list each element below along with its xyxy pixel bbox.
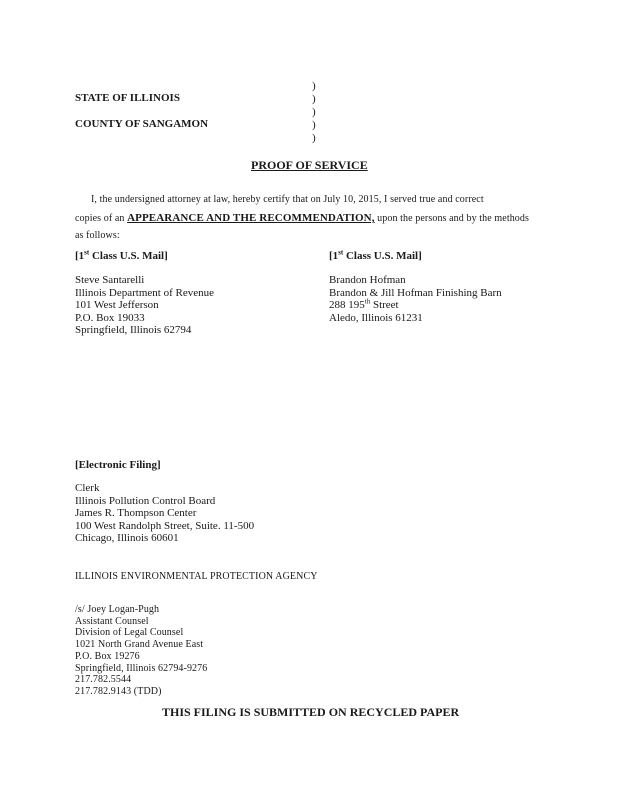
electronic-method: [Electronic Filing] — [75, 459, 161, 471]
address-line: Illinois Pollution Control Board — [75, 494, 216, 507]
address-line: Brandon Hofman — [329, 274, 406, 286]
caption-paren: ) — [312, 80, 316, 92]
intro-documents: APPEARANCE AND THE RECOMMENDATION, — [127, 212, 375, 224]
intro-line-1: I, the undersigned attorney at law, hereby certify that on July 10, 2015, I served true and correct — [91, 194, 484, 205]
intro-line-3: as follows: — [75, 230, 120, 241]
intro-line-2 — [75, 212, 529, 224]
caption-county: COUNTY OF SANGAMON — [75, 118, 209, 130]
street-number: 288 195 — [329, 299, 365, 312]
address-line: Springfield, Illinois 62794 — [75, 324, 192, 337]
method-text: Class U.S. Mail] — [89, 250, 168, 262]
method-text: [1 — [329, 250, 339, 262]
caption-state: STATE OF ILLINOIS — [75, 92, 180, 104]
address-line: 100 West Randolph Street, Suite. 11-500 — [75, 519, 255, 532]
signature-line: Division of Legal Counsel — [75, 627, 184, 639]
method-sup: st — [338, 248, 344, 257]
address-line: Aledo, Illinois 61231 — [329, 311, 423, 324]
intro-text: upon the persons and by the methods — [374, 213, 529, 224]
recycled-paper-notice: THIS FILING IS SUBMITTED ON RECYCLED PAPER — [162, 705, 460, 719]
method-text: Class U.S. Mail] — [343, 250, 422, 262]
right-service-method — [329, 250, 422, 262]
caption-paren: ) — [312, 132, 316, 144]
caption-paren: ) — [312, 106, 316, 118]
address-line: Illinois Department of Revenue — [75, 286, 214, 299]
agency-name: ILLINOIS ENVIRONMENTAL PROTECTION AGENCY — [75, 571, 318, 582]
signature-line: Springfield, Illinois 62794-9276 — [75, 662, 208, 674]
address-line: Brandon & Jill Hofman Finishing Barn — [329, 286, 502, 299]
address-line: P.O. Box 19033 — [75, 311, 145, 324]
signature-line: Assistant Counsel — [75, 615, 149, 627]
address-line: Chicago, Illinois 60601 — [75, 532, 179, 545]
address-line: James R. Thompson Center — [75, 507, 197, 520]
document-title: PROOF OF SERVICE — [251, 158, 368, 172]
right-service-address — [329, 274, 502, 324]
street-sup: th — [364, 297, 371, 306]
caption-paren: ) — [312, 119, 316, 131]
address-line: Steve Santarelli — [75, 274, 145, 286]
signature-line: 217.782.9143 (TDD) — [75, 685, 162, 697]
method-text: [1 — [75, 250, 85, 262]
signature-line: P.O. Box 19276 — [75, 650, 140, 662]
intro-text: copies of an — [75, 213, 128, 224]
signature-block — [75, 604, 207, 698]
electronic-address — [75, 482, 254, 545]
address-line — [329, 299, 502, 312]
signature-line: 1021 North Grand Avenue East — [75, 639, 204, 651]
signature-line: 217.782.5544 — [75, 674, 132, 686]
address-line: Clerk — [75, 482, 100, 494]
street-name: Street — [370, 299, 399, 312]
left-service-method — [75, 250, 168, 262]
left-service-address — [75, 274, 214, 337]
caption-paren: ) — [312, 93, 316, 105]
address-line: 101 West Jefferson — [75, 299, 159, 312]
method-sup: st — [84, 248, 90, 257]
signature-line: /s/ Joey Logan-Pugh — [75, 604, 160, 615]
